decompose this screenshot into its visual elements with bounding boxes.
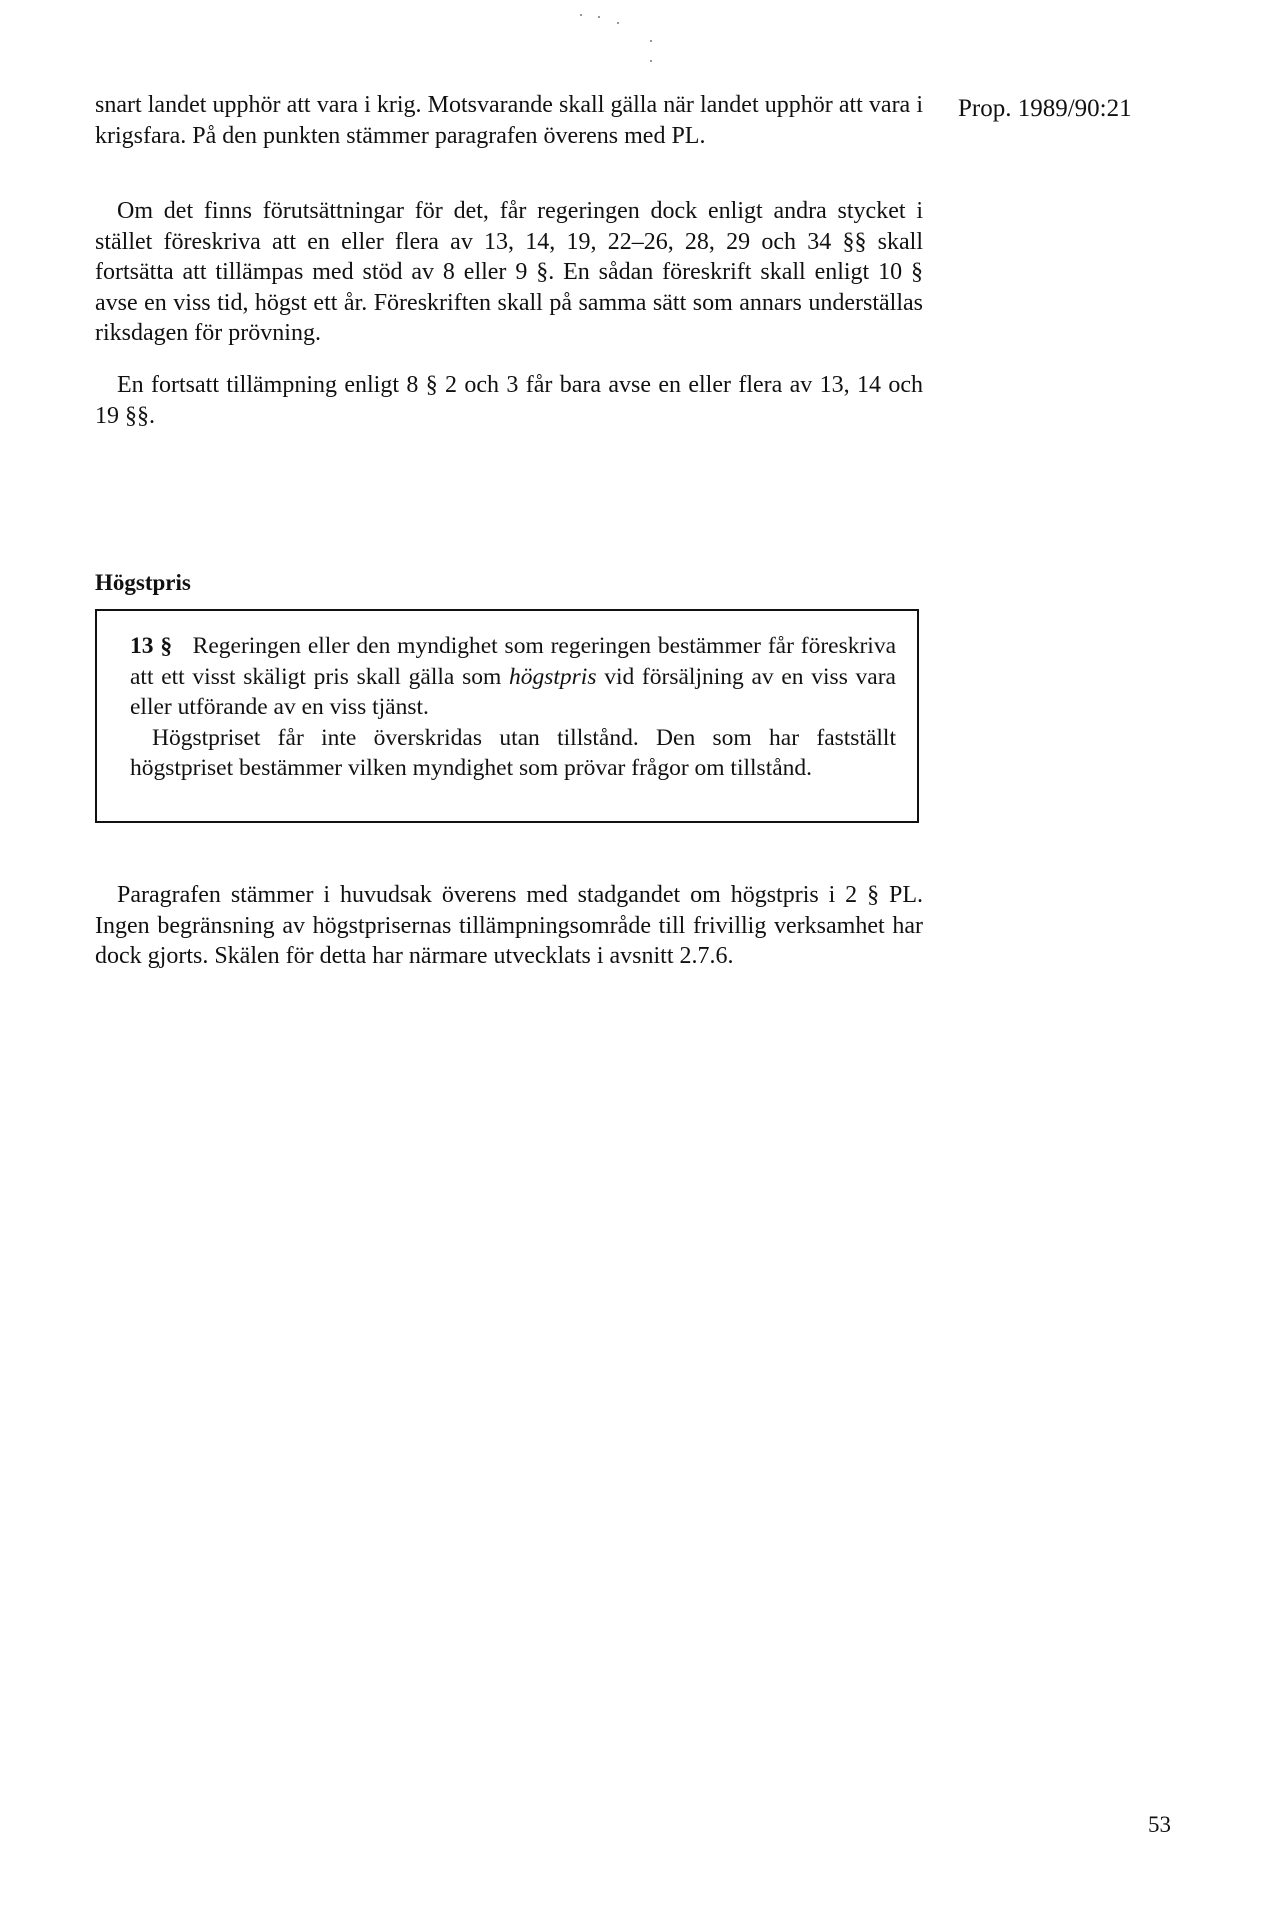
- intro-paragraph-3: [95, 370, 923, 431]
- intro-paragraph-3-text: En fortsatt tillämpning enligt 8 § 2 och 3 får bara avse en eller flera av 13, 14 och 19 §§.: [95, 372, 923, 429]
- page-number: 53: [1148, 1812, 1171, 1837]
- section-heading: Högstpris: [95, 570, 191, 595]
- scan-speck: [580, 14, 582, 16]
- scan-speck: [617, 22, 619, 24]
- section-number: 13 §: [130, 633, 173, 659]
- scan-speck: [650, 40, 652, 42]
- statute-paragraph-1: [130, 631, 896, 784]
- intro-paragraph-2-text: Om det finns förutsättningar för det, får regeringen dock enligt andra stycket i stället föreskriva att en eller flera av 13, 14, 19, 22–26, 28, 29 och 34 §§ skall fortsätta att tillämpas med stöd av 8 eller 9 §. En sådan föreskrift skall enligt 10 § avse en viss tid, högst ett år. Föreskriften skall på samma sätt som annars underställas riksdagen för prövning.: [95, 198, 923, 346]
- statute-paragraph-2: Högstpriset får inte överskridas utan tillstånd. Den som har fastställt högstpriset bestämmer vilken myndighet som prövar frågor om tillstånd.: [130, 724, 896, 781]
- commentary-paragraph: [95, 880, 923, 972]
- defined-term: högstpris: [508, 663, 597, 690]
- statute-text-before: Regeringen eller den myndighet som regeringen bestämmer får föreskriva att ett visst skäligt pris skall gälla som: [130, 633, 897, 690]
- intro-paragraph-1: snart landet upphör att vara i krig. Motsvarande skall gälla när landet upphör att vara i krigsfara. På den punkten stämmer paragrafen överens med PL.: [95, 92, 923, 149]
- scan-speck: [598, 16, 600, 18]
- document-reference: Prop. 1989/90:21: [958, 95, 1132, 122]
- commentary-text: Paragrafen stämmer i huvudsak överens med stadgandet om högstpris i 2 § PL. Ingen begränsning av högstprisernas tillämpningsområde till frivillig verksamhet har dock gjorts. Skälen för detta har närmare utvecklats i avsnitt 2.7.6.: [95, 882, 923, 969]
- scan-speck: [650, 60, 652, 62]
- statute-box: [95, 609, 919, 823]
- intro-paragraph-2: [95, 196, 923, 349]
- statute-text-after: vid försäljning av en viss vara eller utförande av en viss tjänst.: [130, 663, 896, 720]
